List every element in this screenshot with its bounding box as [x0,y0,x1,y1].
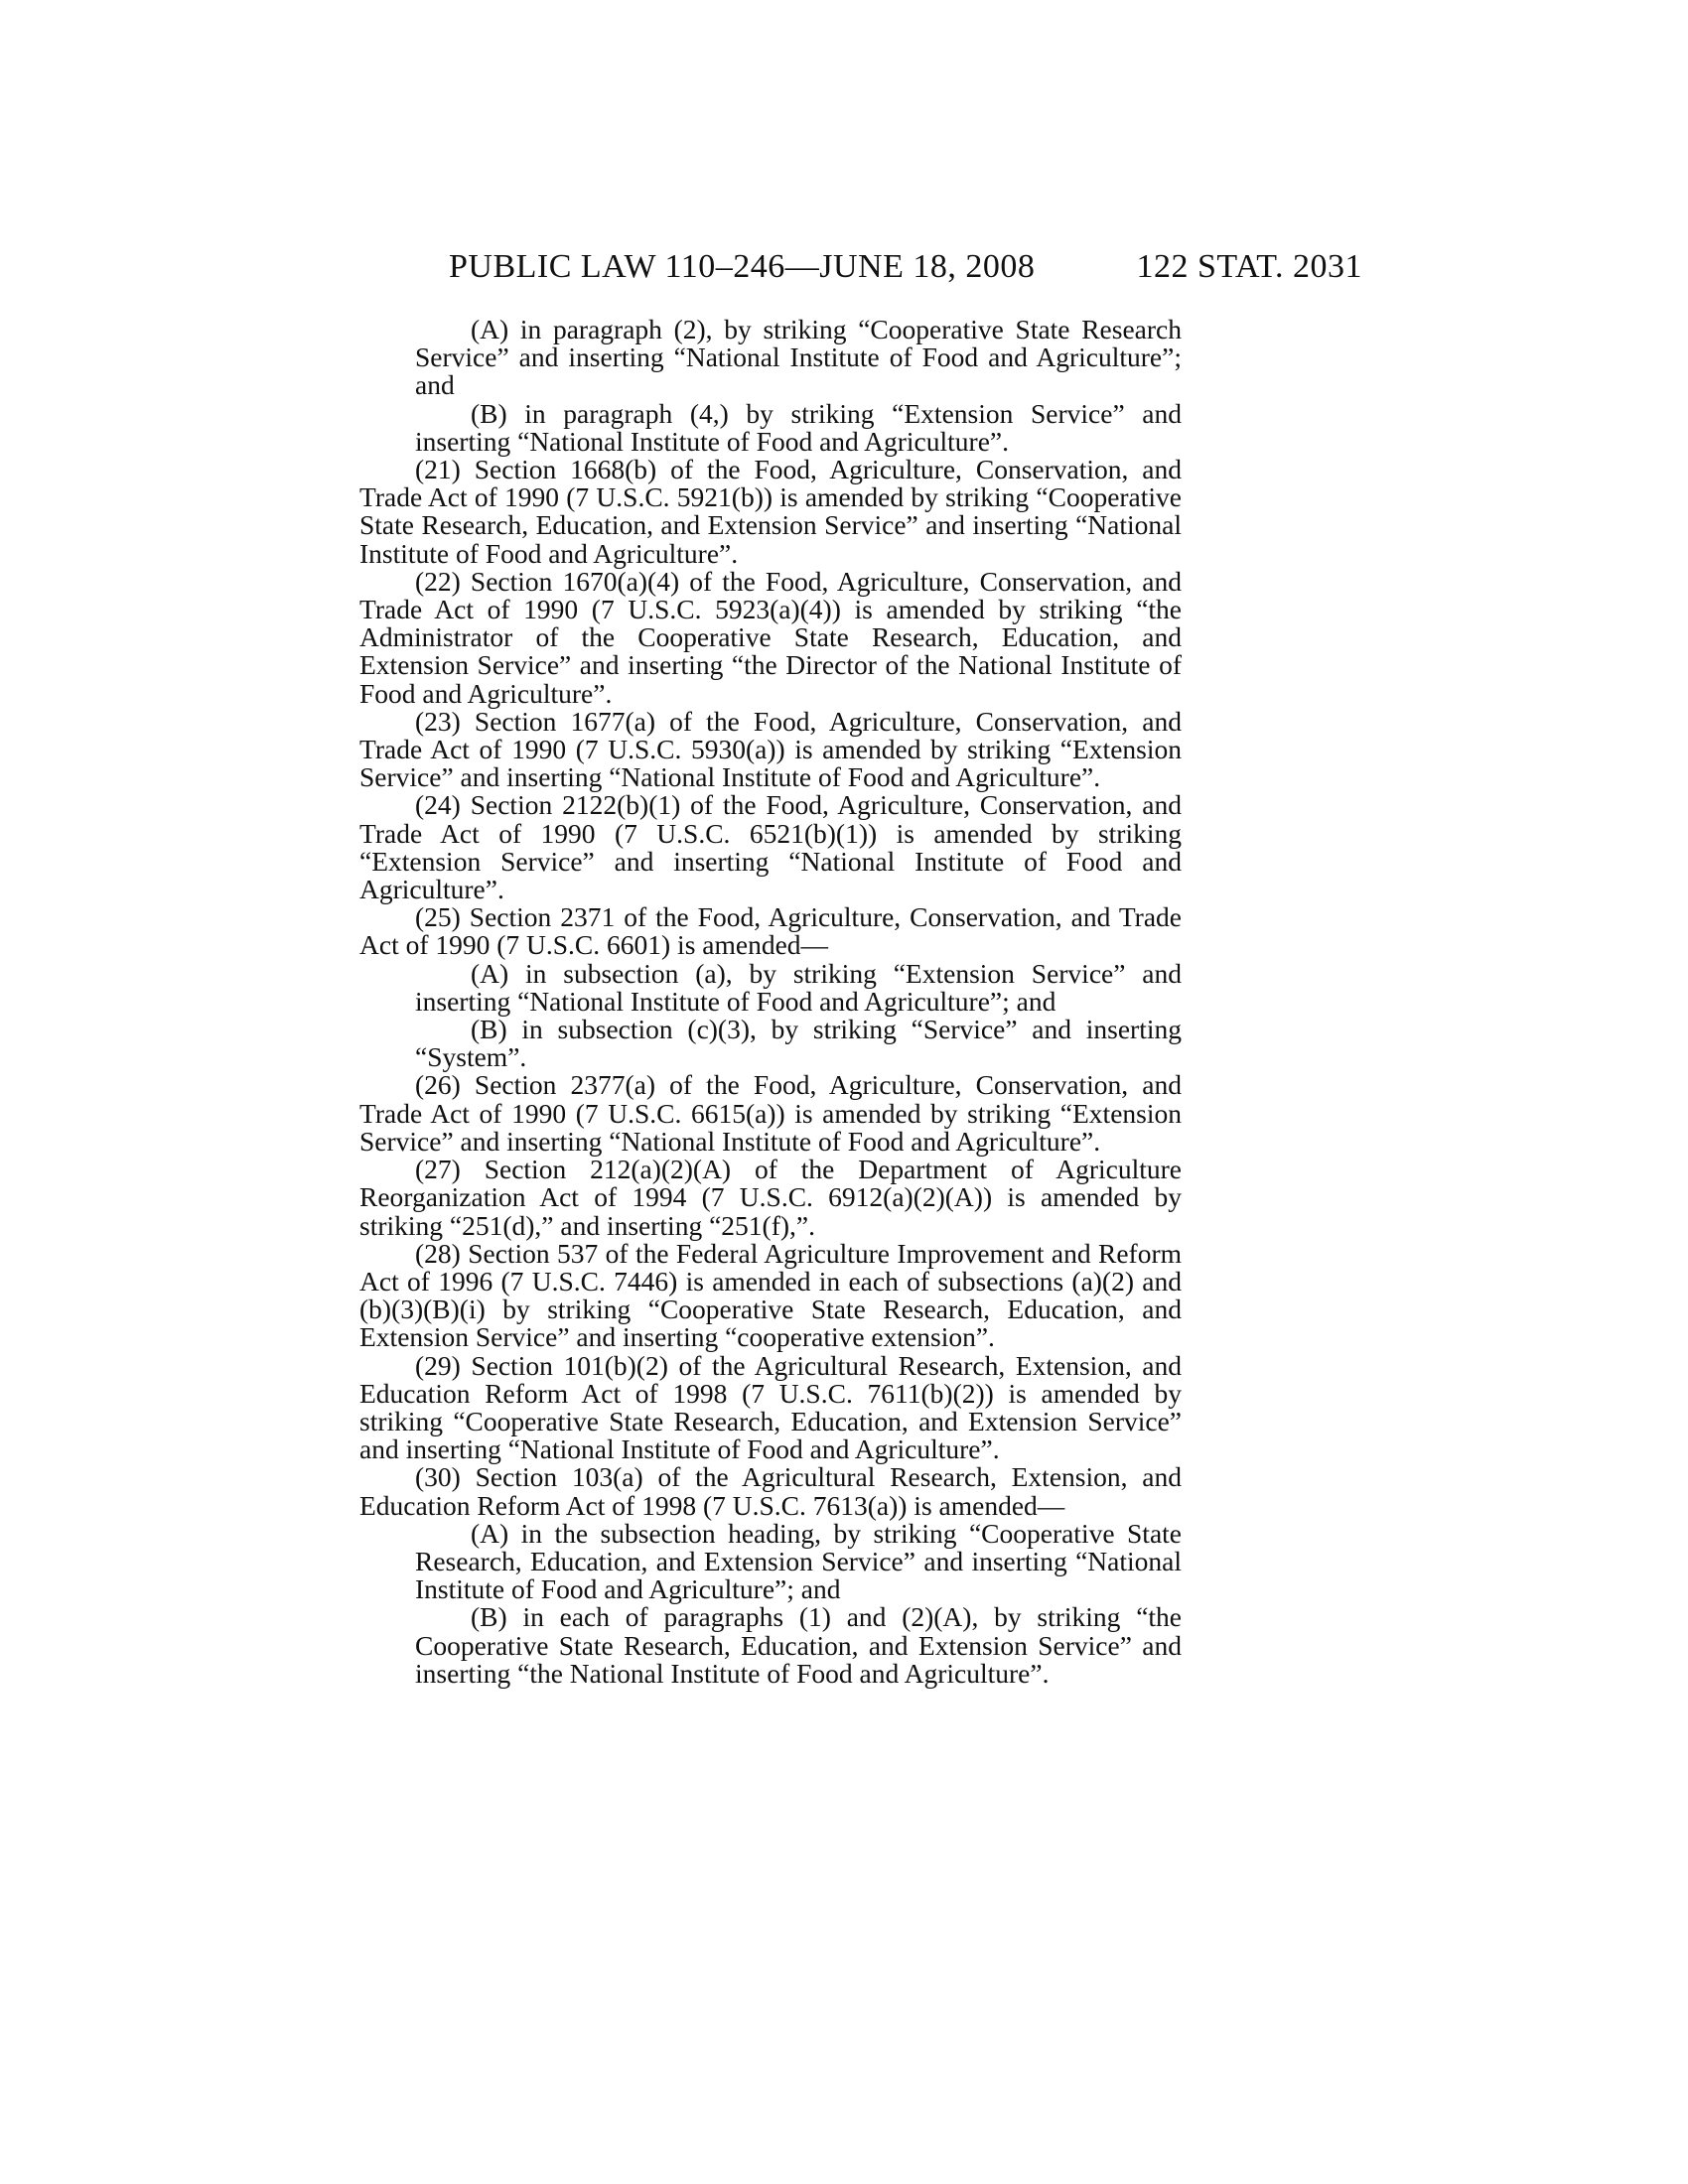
subparagraph: (B) in paragraph (4,) by striking “Extension Service” and inserting “National Institute of Food and Agriculture”. [415,397,1182,457]
paragraph: (29) Section 101(b)(2) of the Agricultural Research, Extension, and Education Reform Act of 1998 (7 U.S.C. 7611(b)(2)) is amended by striking “Cooperative State Research, Education, and Extension Service” and inserting “National Institute of Food and Agriculture”. [359,1349,1182,1465]
paragraph: (30) Section 103(a) of the Agricultural Research, Extension, and Education Reform Act of 1998 (7 U.S.C. 7613(a)) is amended— [359,1461,1182,1521]
paragraph: (27) Section 212(a)(2)(A) of the Department of Agriculture Reorganization Act of 1994 (7 U.S.C. 6912(a)(2)(A)) is amended by striking “251(d),” and inserting “251(f),”. [359,1154,1182,1241]
paragraph: (23) Section 1677(a) of the Food, Agriculture, Conservation, and Trade Act of 1990 (7 U.S.C. 5930(a)) is amended by striking “Extension Service” and inserting “National Institute of Food and Agriculture”. [359,705,1182,793]
paragraph: (24) Section 2122(b)(1) of the Food, Agriculture, Conservation, and Trade Act of 1990 (7 U.S.C. 6521(b)(1)) is amended by striking “Extension Service” and inserting “National Institute of Food and Agriculture”. [359,789,1182,905]
subparagraph: (B) in subsection (c)(3), by striking “Service” and inserting “System”. [415,1014,1182,1073]
subparagraph: (A) in subsection (a), by striking “Extension Service” and inserting “National Institute of Food and Agriculture”; and [415,957,1182,1017]
subparagraph: (A) in paragraph (2), by striking “Cooperative State Research Service” and inserting “National Institute of Food and Agriculture”; and [415,314,1182,401]
header-page-number: 122 STAT. 2031 [1136,248,1362,285]
subparagraph: (B) in each of paragraphs (1) and (2)(A), by striking “the Cooperative State Research, Education, and Extension Service” and inserting “the National Institute of Food and Agriculture”. [415,1601,1182,1689]
running-header [357,248,1362,294]
paragraph: (22) Section 1670(a)(4) of the Food, Agriculture, Conservation, and Trade Act of 1990 (7 U.S.C. 5923(a)(4)) is amended by striking “the Administrator of the Cooperative State Research, Education, and Extension Service” and inserting “the Director of the National Institute of Food and Agriculture”. [359,565,1182,709]
paragraph: (21) Section 1668(b) of the Food, Agriculture, Conservation, and Trade Act of 1990 (7 U.S.C. 5921(b)) is amended by striking “Cooperative State Research, Education, and Extension Service” and inserting “National Institute of Food and Agriculture”. [359,454,1182,569]
paragraph: (25) Section 2371 of the Food, Agriculture, Conservation, and Trade Act of 1990 (7 U.S.C. 6601) is amended— [359,901,1182,961]
subparagraph: (A) in the subsection heading, by striking “Cooperative State Research, Education, and Extension Service” and inserting “National Institute of Food and Agriculture”; and [415,1517,1182,1605]
paragraph: (26) Section 2377(a) of the Food, Agriculture, Conservation, and Trade Act of 1990 (7 U.S.C. 6615(a)) is amended by striking “Extension Service” and inserting “National Institute of Food and Agriculture”. [359,1069,1182,1157]
paragraph: (28) Section 537 of the Federal Agriculture Improvement and Reform Act of 1996 (7 U.S.C. 7446) is amended in each of subsections (a)(2) and (b)(3)(B)(i) by striking “Cooperative State Research, Education, and Extension Service” and inserting “cooperative extension”. [359,1237,1182,1353]
document-body [359,316,1182,1688]
header-title: PUBLIC LAW 110–246—JUNE 18, 2008 [449,248,1036,285]
